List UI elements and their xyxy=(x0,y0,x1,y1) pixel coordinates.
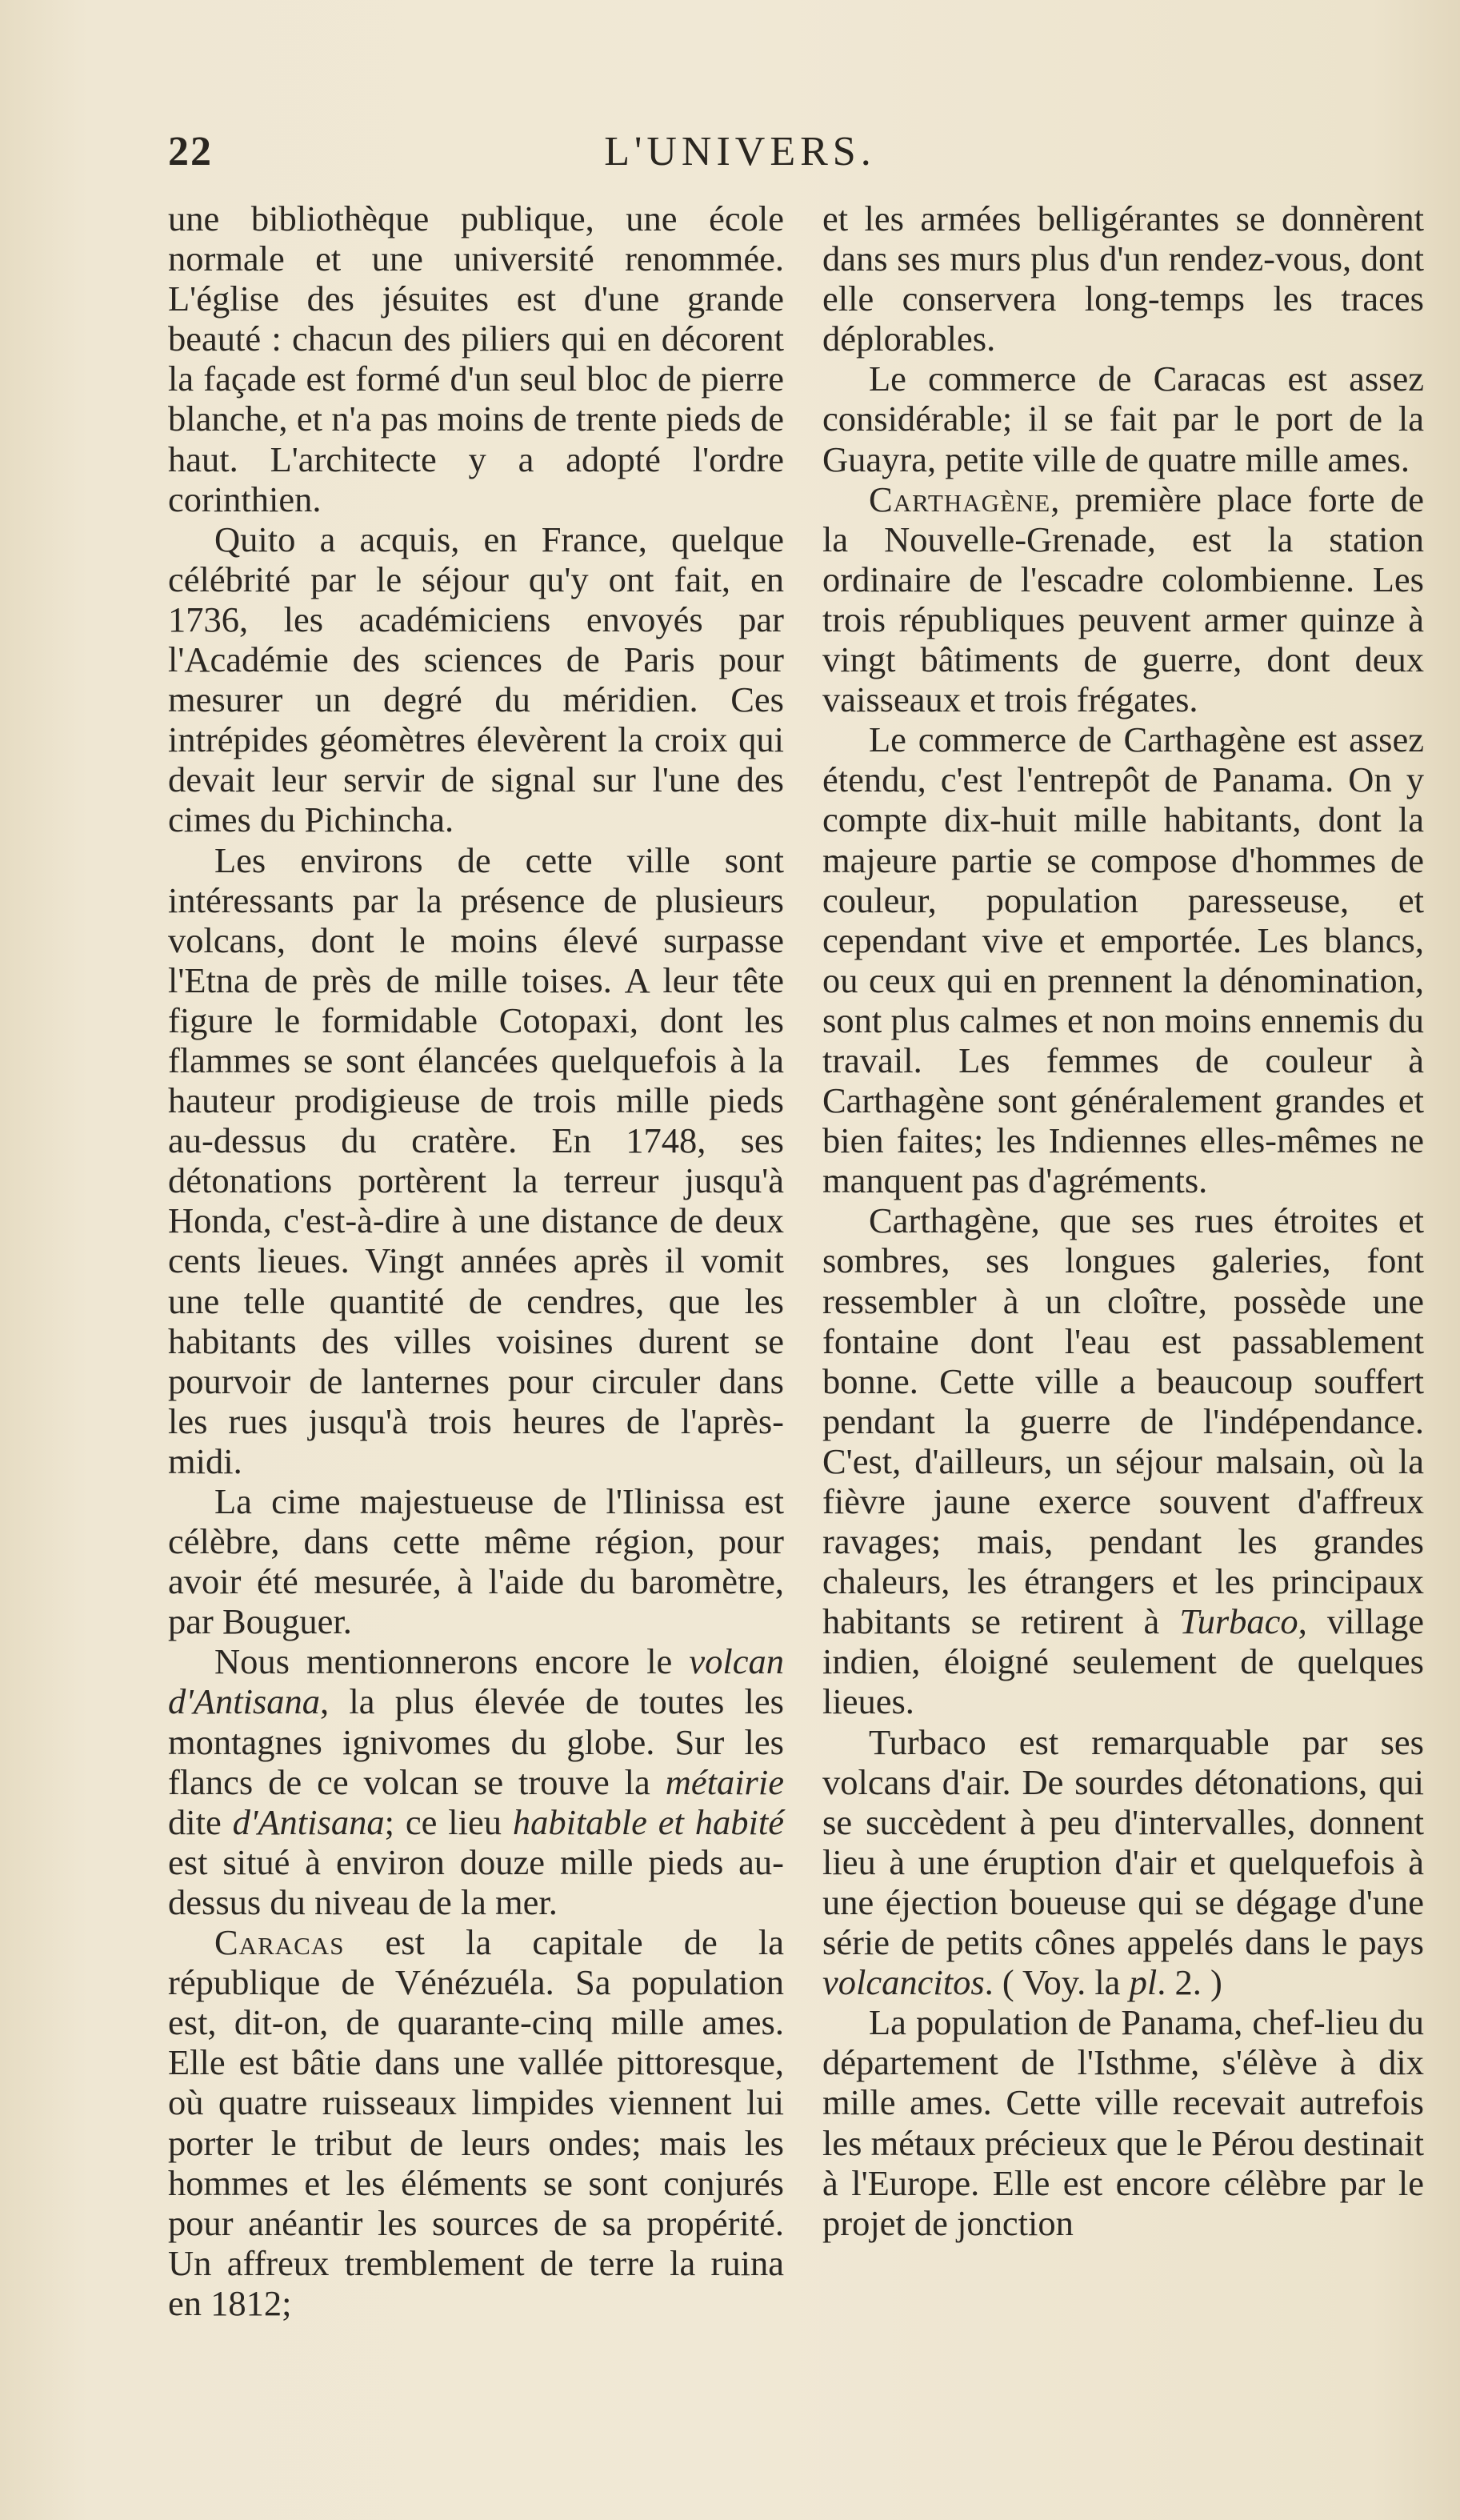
paragraph: Le commerce de Caracas est assez considérable; il se fait par le port de la Guayra, petite ville de quatre mille ames. xyxy=(822,359,1424,479)
italic-term: métairie xyxy=(665,1761,784,1802)
paragraph xyxy=(822,1200,1424,1721)
text-run: Carthagène, que ses rues étroites et sombres, ses longues galeries, font ressembler à un cloître, possède une fontaine dont l'eau est passablement bonne. Cette ville a beaucoup souffert pendant la guerre de l'indépendance. C'est, d'ailleurs, un séjour malsain, où la fièvre jaune exerce souvent d'affreux ravages; mais, pendant les grandes chaleurs, les étrangers et les principaux habitants se retirent à xyxy=(822,1200,1424,1642)
paragraph: et les armées belligérantes se donnèrent dans ses murs plus d'un rendez-vous, dont elle conservera long-temps les traces déplorables. xyxy=(822,198,1424,359)
left-column xyxy=(168,198,784,2323)
paragraph: La population de Panama, chef-lieu du département de l'Isthme, s'élève à dix mille ames. Cette ville recevait autrefois les métaux précieux que le Pérou destinait à l'Europe. Elle est encore célèbre par le projet de jonction xyxy=(822,2002,1424,2243)
text-run: est situé à environ douze mille pieds au-dessus du niveau de la mer. xyxy=(168,1841,784,1922)
text-run: est la capitale de la république de Vénézuéla. Sa population est, dit-on, de quarante-cinq mille ames. Elle est bâtie dans une vallée pittoresque, où quatre ruisseaux limpides viennent lui porter le tribut de leurs ondes; mais les hommes et les éléments se sont conjurés pour anéantir les sources de sa propérité. Un affreux tremblement de terre la ruina en 1812; xyxy=(168,1922,784,2323)
small-caps-term: Caracas xyxy=(214,1922,345,1963)
paragraph xyxy=(168,1641,784,1922)
paragraph: Quito a acquis, en France, quelque célébrité par le séjour qu'y ont fait, en 1736, les académiciens envoyés par l'Académie des sciences de Paris pour mesurer un degré du méridien. Ces intrépides géomètres élevèrent la croix qui devait leur servir de signal sur l'une des cimes du Pichincha. xyxy=(168,519,784,840)
paragraph: Les environs de cette ville sont intéressants par la présence de plusieurs volcans, dont le moins élevé surpasse l'Etna de près de mille toises. A leur tête figure le formidable Cotopaxi, dont les flammes se sont élancées quelquefois à la hauteur prodigieuse de trois mille pieds au-dessus du cratère. En 1748, ses détonations portèrent la terreur jusqu'à Honda, c'est-à-dire à une distance de deux cents lieues. Vingt années après il vomit une telle quantité de cendres, que les habitants des villes voisines durent se pourvoir de lanternes pour circuler dans les rues jusqu'à trois heures de l'après-midi. xyxy=(168,839,784,1481)
italic-term: d'Antisana xyxy=(232,1801,385,1842)
paragraph xyxy=(168,1922,784,2323)
text-run: Turbaco est remarquable par ses volcans d'air. De sourdes détonations, qui se succèdent à peu d'intervalles, donnent lieu à une éruption d'air et quelquefois à une éjection boueuse qui se dégage d'une série de petits cônes appelés dans le pays xyxy=(822,1721,1424,1963)
page-number: 22 xyxy=(168,129,213,174)
paragraph: La cime majestueuse de l'Ilinissa est célèbre, dans cette même région, pour avoir été mesurée, à l'aide du baromètre, par Bouguer. xyxy=(168,1481,784,1642)
italic-term: volcancitos xyxy=(822,1962,985,2003)
text-run: Nous mentionnerons encore le xyxy=(214,1641,690,1682)
italic-term: habitable et habité xyxy=(512,1801,785,1842)
paragraph xyxy=(822,479,1424,720)
text-run: , village indien, éloigné seulement de quelques lieues. xyxy=(822,1601,1424,1722)
running-title: L'UNIVERS. xyxy=(604,129,876,174)
italic-term: pl xyxy=(1129,1962,1158,2003)
paragraph: une bibliothèque publique, une école normale et une université renommée. L'église des jésuites est d'une grande beauté : chacun des piliers qui en décorent la façade est formé d'un seul bloc de pierre blanche, et n'a pas moins de trente pieds de haut. L'architecte y a adopté l'ordre corinthien. xyxy=(168,198,784,519)
paragraph: Le commerce de Carthagène est assez étendu, c'est l'entrepôt de Panama. On y compte dix-huit mille habitants, dont la majeure partie se compose d'hommes de couleur, population paresseuse, et cependant vive et emportée. Les blancs, ou ceux qui en prennent la dénomination, sont plus calmes et non moins ennemis du travail. Les femmes de couleur à Carthagène sont généralement grandes et bien faites; les Indiennes elles-mêmes ne manquent pas d'agréments. xyxy=(822,719,1424,1201)
text-run: . ( Voy. la xyxy=(984,1962,1130,2003)
text-run: . 2. ) xyxy=(1157,1962,1222,2003)
page-header xyxy=(168,128,1312,184)
text-run: , première place forte de la Nouvelle-Grenade, est la station ordinaire de l'escadre colombienne. Les trois républiques peuvent armer quinze à vingt bâtiments de guerre, dont deux vaisseaux et trois frégates. xyxy=(822,479,1424,720)
text-run: ; ce lieu xyxy=(384,1801,513,1842)
paragraph xyxy=(822,1722,1424,2003)
right-column xyxy=(822,198,1424,2243)
italic-term: Turbaco xyxy=(1179,1601,1298,1642)
italic-term: volcan d'Antisana xyxy=(168,1641,784,1722)
small-caps-term: Carthagène xyxy=(869,479,1051,519)
text-run: , la plus élevée de toutes les montagnes ignivomes du globe. Sur les flancs de ce volcan se trouve la xyxy=(168,1681,784,1802)
text-run: dite xyxy=(168,1801,233,1842)
